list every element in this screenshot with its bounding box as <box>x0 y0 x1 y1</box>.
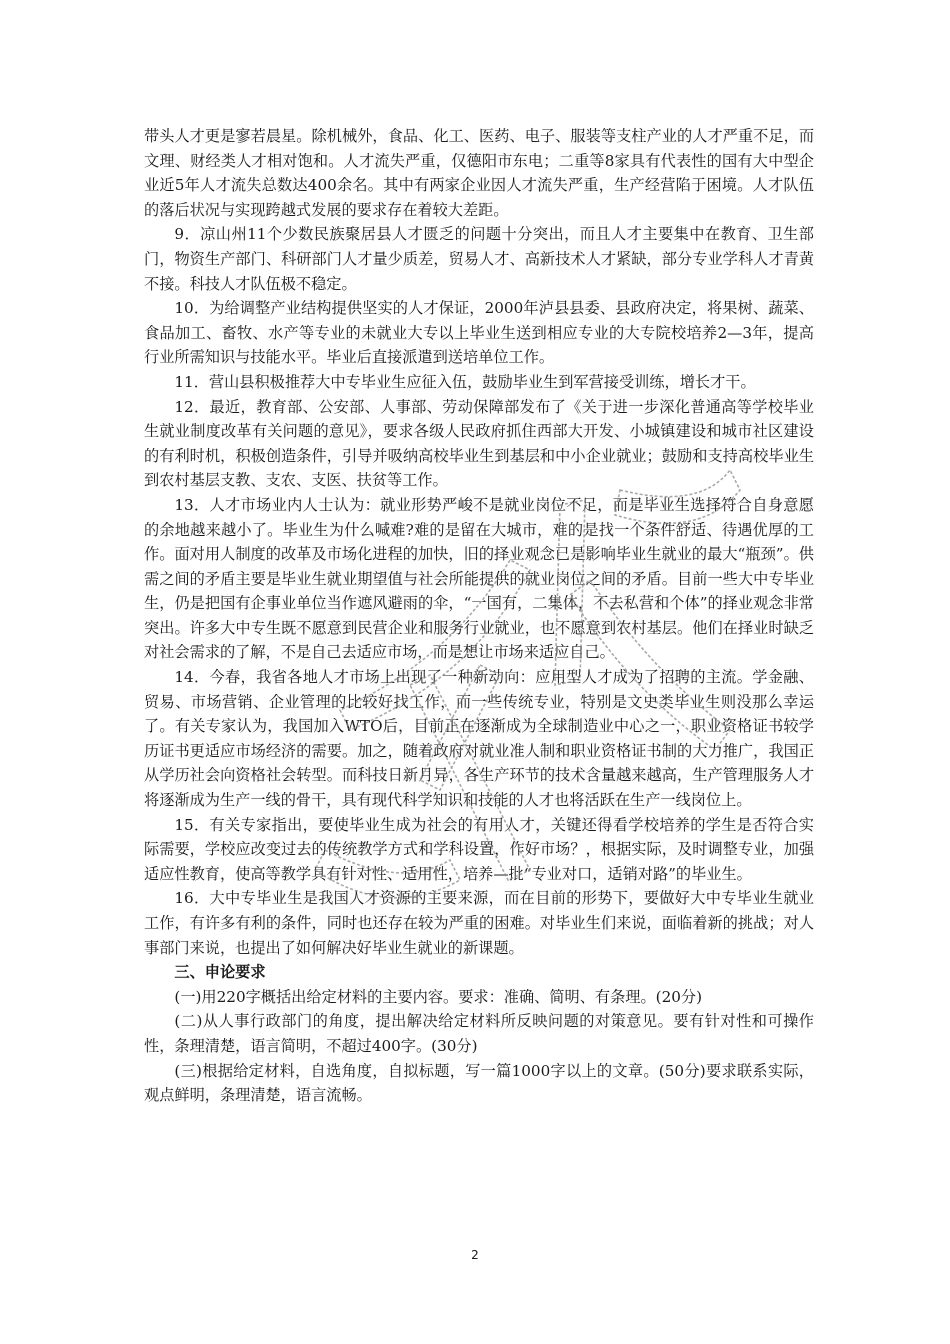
page-number: 2 <box>471 1248 479 1262</box>
requirement-3: (三)根据给定材料，自选角度，自拟标题，写一篇1000字以上的文章。(50分)要求联系实际，观点鲜明，条理清楚，语言流畅。 <box>144 1061 814 1105</box>
paragraph-15: 15．有关专家指出，要使毕业生成为社会的有用人才，关键还得看学校培养的学生是否符合实际需要，学校应改变过去的传统教学方式和学科设置，作好市场？，根据实际，及时调整专业，加强适应性教育，使高等教学具有针对性、适用性，培养—批“专业对口，适销对路”的毕业生。 <box>144 815 814 883</box>
paragraph-14: 14．今春，我省各地人才市场上出现了一种新动向：应用型人才成为了招聘的主流。学金融、贸易、市场营销、企业管理的比较好找工作，而一些传统专业，特别是文史类毕业生则没那么幸运了。有关专家认为，我国加入WTO后，目前正在逐渐成为全球制造业中心之一，职业资格证书较学历证书更适应市场经济的需要。加之，随着政府对就业准人制和职业资格证书制的大力推广，我国正从学历社会向资格社会转型。而科技日新月异，各生产环节的技术含量越来越高，生产管理服务人才将逐渐成为生产一线的骨干，具有现代科学知识和技能的人才也将活跃在生产一线岗位上。 <box>144 668 814 810</box>
paragraph-9: 9．凉山州11个少数民族聚居县人才匮乏的问题十分突出，而且人才主要集中在教育、卫生部门，物资生产部门、科研部门人才量少质差，贸易人才、高新技术人才紧缺，部分专业学科人才青黄不接。科技人才队伍极不稳定。 <box>144 225 814 293</box>
requirement-1: (一)用220字概括出给定材料的主要内容。要求：准确、简明、有条理。(20分) <box>174 987 703 1006</box>
paragraph-12: 12．最近，教育部、公安部、人事部、劳动保障部发布了《关于进一步深化普通高等学校毕业生就业制度改革有关问题的意见》，要求各级人民政府抓住西部大开发、小城镇建设和城市社区建设的有利时机，积极创造条件，引导并吸纳高校毕业生到基层和中小企业就业；鼓励和支持高校毕业生到农村基层支教、支农、支医、扶贫等工作。 <box>144 397 814 490</box>
paragraph-13: 13．人才市场业内人士认为：就业形势严峻不是就业岗位不足，而是毕业生选择符合自身意愿的余地越来越小了。毕业生为什么喊难?难的是留在大城市，难的是找一个条件舒适、待遇优厚的工作。面对用人制度的改革及市场化进程的加快，旧的择业观念已是影响毕业生就业的最大“瓶颈”。供需之间的矛盾主要是毕业生就业期望值与社会所能提供的就业岗位之间的矛盾。目前一些大中专毕业生，仍是把国有企事业单位当作遮风避雨的伞，“一国有，二集体，不去私营和个体”的择业观念非常突出。许多大中专生既不愿意到民营企业和服务行业就业，也不愿意到农村基层。他们在择业时缺乏对社会需求的了解，不是自己去适应市场，而是想让市场来适应自己。 <box>144 495 814 662</box>
document-body <box>144 124 814 1108</box>
requirement-2: (二)从人事行政部门的角度，提出解决给定材料所反映问题的对策意见。要有针对性和可操作性，条理清楚，语言简明，不超过400字。(30分) <box>144 1012 814 1055</box>
paragraph-11: 11．营山县积极推荐大中专毕业生应征入伍，鼓励毕业生到军营接受训练，增长才干。 <box>174 372 756 391</box>
paragraph-continued: 带头人才更是寥若晨星。除机械外，食品、化工、医药、电子、服装等支柱产业的人才严重不足，而文理、财经类人才相对饱和。人才流失严重，仅德阳市东电；二重等8家具有代表性的国有大中型企业近5年人才流失总数达400余名。其中有两家企业因人才流失严重，生产经营陷于困境。人才队伍的落后状况与实现跨越式发展的要求存在着较大差距。 <box>144 127 814 219</box>
paragraph-16: 16．大中专毕业生是我国人才资源的主要来源，而在目前的形势下，要做好大中专毕业生就业工作，有许多有利的条件，同时也还存在较为严重的困难。对毕业生们来说，面临着新的挑战；对人事部门来说，也提出了如何解决好毕业生就业的新课题。 <box>144 889 814 957</box>
section-heading: 三、申论要求 <box>174 963 266 982</box>
paragraph-10: 10．为给调整产业结构提供坚实的人才保证，2000年泸县县委、县政府决定，将果树、蔬菜、食品加工、畜牧、水产等专业的未就业大专以上毕业生送到相应专业的大专院校培养2—3年，提高行业所需知识与技能水平。毕业后直接派遣到送培单位工作。 <box>144 299 814 367</box>
